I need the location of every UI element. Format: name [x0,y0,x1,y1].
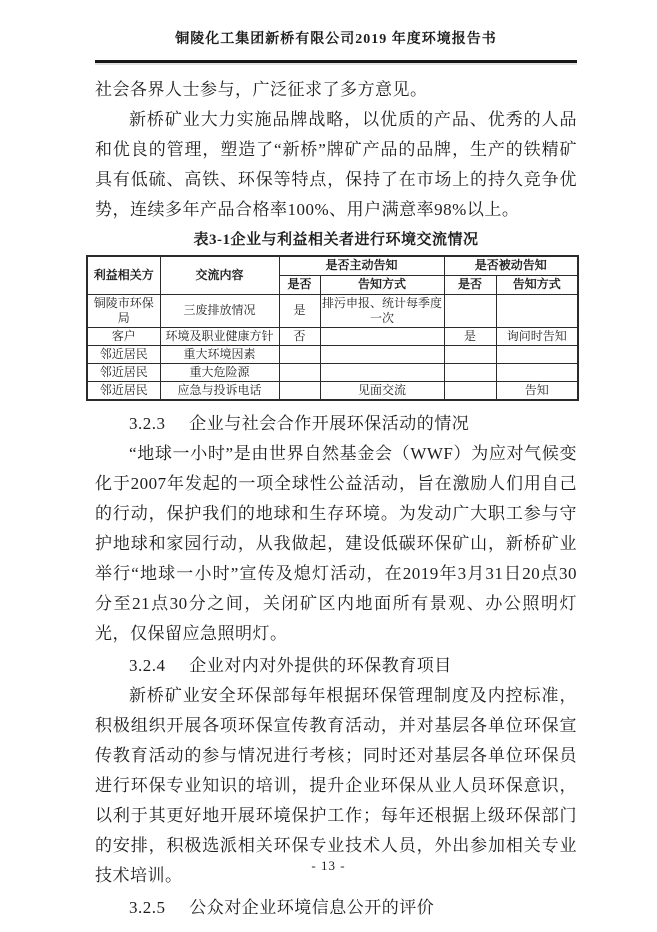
section-title: 企业与社会合作开展环保活动的情况 [189,413,470,433]
cell-stakeholder: 邻近居民 [87,381,160,400]
subcol-active-yesno: 是否 [279,275,320,294]
cell-passive-yesno: 是 [444,327,496,345]
cell-content: 环境及职业健康方针 [160,327,279,345]
cell-active-method [320,363,444,381]
section-number: 3.2.4 [129,655,166,675]
cell-passive-yesno [444,345,496,363]
table-row [87,327,578,345]
paragraph-3-2-3: “地球一小时”是由世界自然基金会（WWF）为应对气候变化于2007年发起的一项全球性公益活动，旨在激励人们用自己的行动，保护我们的地球和生存环境。为发动广大职工参与守护地球和家园行动，从我做起，建设低碳环保矿山，新桥矿业举行“地球一小时”宣传及熄灯活动，在2019年3月31日20点30分至21点30分之间，关闭矿区内地面所有景观、办公照明灯光，仅保留应急照明灯。 [95,443,577,643]
cell-passive-method [496,294,578,327]
section-title: 公众对企业环境信息公开的评价 [189,897,435,917]
paragraph-brand: 新桥矿业大力实施品牌战略，以优质的产品、优秀的人品和优良的管理，塑造了“新桥”牌矿产品的品牌，生产的铁精矿具有低硫、高铁、环保等特点，保持了在市场上的持久竞争优势，连续多年产品合格率100%、用户满意率98%以上。 [95,110,577,219]
cell-active-method: 排污申报、统计每季度一次 [320,294,444,327]
col-header-content: 交流内容 [160,256,279,294]
cell-passive-method [496,345,578,363]
cell-passive-yesno [444,294,496,327]
cell-passive-yesno [444,363,496,381]
cell-active-yesno: 是 [279,294,320,327]
page-number: - 13 - [311,858,346,873]
cell-stakeholder: 铜陵市环保局 [87,294,160,327]
cell-active-method [320,345,444,363]
cell-stakeholder: 邻近居民 [87,363,160,381]
cell-active-yesno: 否 [279,327,320,345]
cell-active-yesno [279,381,320,400]
col-header-stakeholder: 利益相关方 [87,256,160,294]
cell-active-method: 见面交流 [320,381,444,400]
section-number: 3.2.5 [129,897,166,917]
section-heading-3-2-4 [95,651,577,681]
cell-stakeholder: 邻近居民 [87,345,160,363]
document-header-title: 铜陵化工集团新桥有限公司2019 年度环境报告书 [175,32,497,47]
paragraph-continued: 社会各界人士参与，广泛征求了多方意见。 [95,80,428,99]
cell-content: 三废排放情况 [160,294,279,327]
table-row [87,345,578,363]
subcol-active-method: 告知方式 [320,275,444,294]
col-header-active-notify: 是否主动告知 [279,256,444,275]
subcol-passive-yesno: 是否 [444,275,496,294]
page-content [95,0,577,923]
section-heading-3-2-3 [95,409,577,439]
subcol-passive-method: 告知方式 [496,275,578,294]
header-rule [95,60,577,63]
col-header-passive-notify: 是否被动告知 [444,256,578,275]
cell-passive-method: 告知 [496,381,578,400]
table-header-row-1 [87,256,578,275]
table-row [87,381,578,400]
cell-content: 重大环境因素 [160,345,279,363]
section-heading-3-2-5 [95,893,577,923]
cell-stakeholder: 客户 [87,327,160,345]
cell-active-method [320,327,444,345]
cell-active-yesno [279,363,320,381]
paragraph-3-2-4: 新桥矿业安全环保部每年根据环保管理制度及内控标准，积极组织开展各项环保宣传教育活动，并对基层各单位环保宣传教育活动的参与情况进行考核；同时还对基层各单位环保员进行环保专业知识的培训，提升企业环保从业人员环保意识，以利于其更好地开展环境保护工作；每年还根据上级环保部门的安排，积极选派相关环保专业技术人员，外出参加相关专业技术培训。 [95,685,577,885]
cell-content: 应急与投诉电话 [160,381,279,400]
cell-passive-method: 询问时告知 [496,327,578,345]
table-row [87,294,578,327]
cell-passive-method [496,363,578,381]
section-title: 企业对内对外提供的环保教育项目 [189,655,452,675]
table-row [87,363,578,381]
stakeholder-communication-table [86,255,579,401]
cell-passive-yesno [444,381,496,400]
cell-content: 重大危险源 [160,363,279,381]
section-number: 3.2.3 [129,413,166,433]
cell-active-yesno [279,345,320,363]
table-title: 表3-1企业与利益相关者进行环境交流情况 [193,232,479,248]
